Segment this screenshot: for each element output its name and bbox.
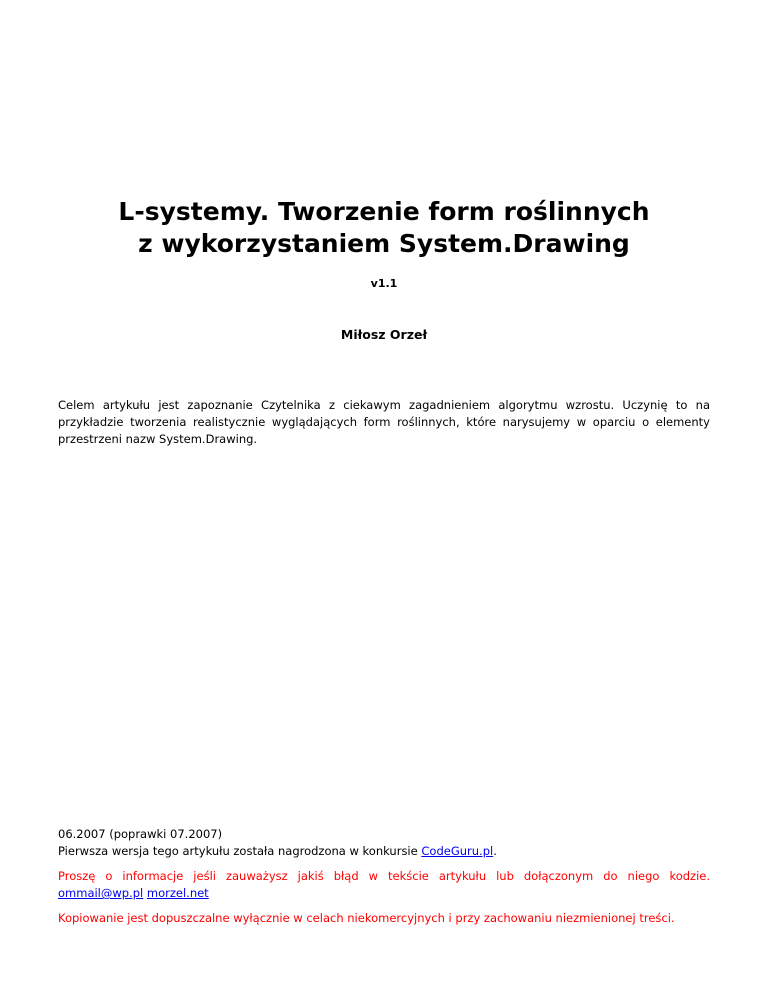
errors-notice	[58, 868, 710, 902]
codeguru-link[interactable]: CodeGuru.pl	[421, 844, 494, 858]
author-name: Miłosz Orzeł	[340, 327, 428, 342]
email-link[interactable]: ommail@wp.pl	[58, 886, 144, 900]
title-line-2: z wykorzystaniem System.Drawing	[138, 229, 630, 258]
abstract-paragraph: Celem artykułu jest zapoznanie Czytelnika z ciekawym zagadnieniem algorytmu wzrostu. Uczynię to na przykładzie tworzenia realistycznie wyglądających form roślinnych, które narysujemy w oparciu o elementy przestrzeni nazw System.Drawing.	[58, 398, 710, 446]
document-title	[40, 196, 728, 260]
award-end: .	[493, 844, 497, 858]
title-line-1: L-systemy. Tworzenie form roślinnych	[118, 197, 650, 226]
date-line: 06.2007 (poprawki 07.2007)	[58, 827, 223, 841]
award-line	[58, 843, 710, 860]
footer-section	[58, 826, 710, 927]
version-label: v1.1	[370, 277, 398, 290]
site-link[interactable]: morzel.net	[146, 886, 209, 900]
award-text: Pierwsza wersja tego artykułu została nagrodzona w konkursie	[58, 844, 422, 858]
copyright-notice: Kopiowanie jest dopuszczalne wyłącznie w celach niekomercyjnych i przy zachowaniu niezmienionej treści.	[58, 911, 675, 925]
errors-text: Proszę o informacje jeśli zauważysz jakiś błąd w tekście artykułu lub dołączonym do niego kodzie.	[58, 869, 710, 883]
